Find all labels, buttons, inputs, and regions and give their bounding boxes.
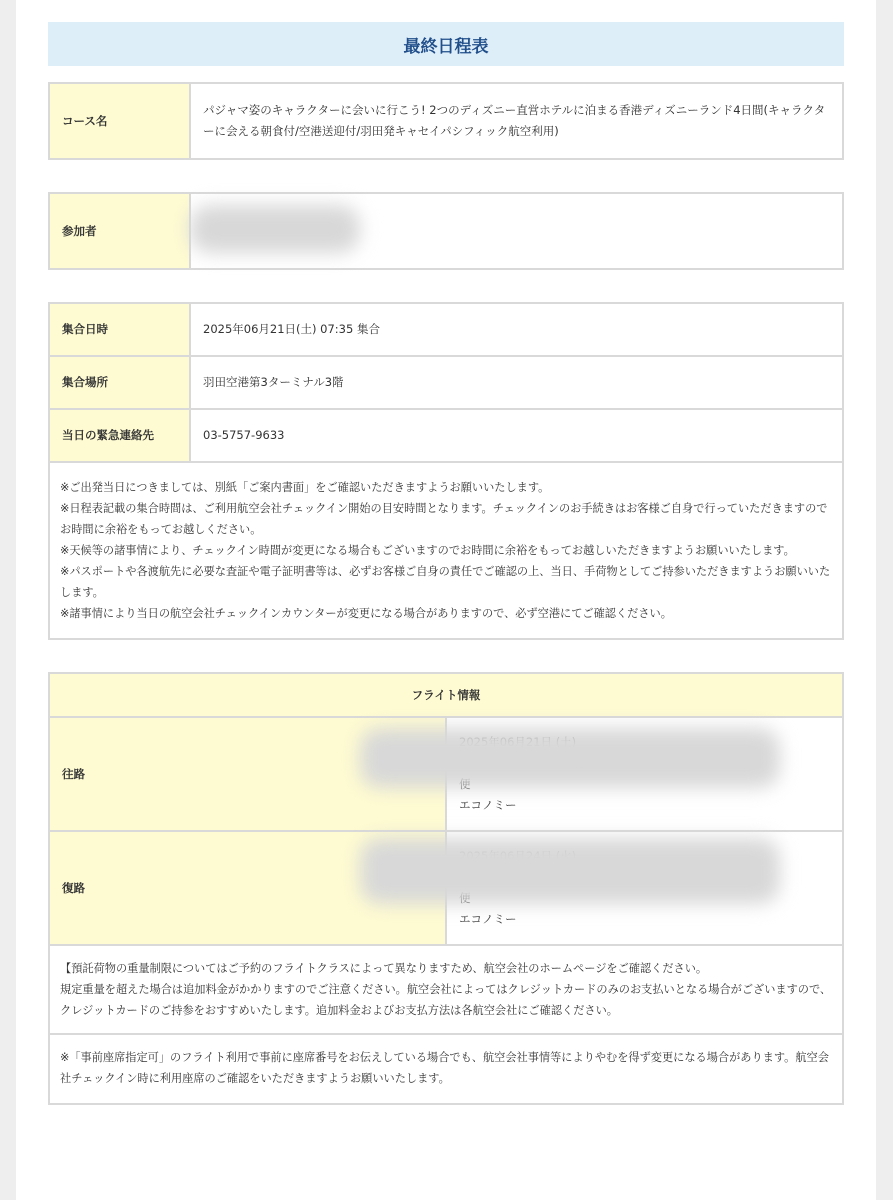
note-item: ※ご出発当日につきましては、別紙「ご案内書面」をご確認いただきますようお願いいたします。 bbox=[60, 481, 550, 494]
meeting-datetime-label: 集合日時 bbox=[49, 303, 190, 356]
participant-label: 参加者 bbox=[49, 193, 190, 269]
redaction-blur bbox=[360, 838, 780, 904]
baggage-note: 【預託荷物の重量制限についてはご予約のフライトクラスによって異なりますため、航空会社のホームページをご確認ください。 bbox=[60, 962, 708, 975]
note-item: ※パスポートや各渡航先に必要な査証や電子証明書等は、必ずお客様ご自身の責任でご確認の上、当日、手荷物としてご持参いただきますようお願いいたします。 bbox=[60, 565, 831, 599]
note-item: ※天候等の諸事情により、チェックイン時間が変更になる場合もございますのでお時間に余裕をもってお越しいただきますようお願いいたします。 bbox=[60, 544, 795, 557]
meeting-datetime-value: 2025年06月21日(土) 07:35 集合 bbox=[190, 303, 843, 356]
seat-note: ※「事前座席指定可」のフライト利用で事前に座席番号をお伝えしている場合でも、航空会社事情等によりやむを得ず変更になる場合があります。航空会社チェックイン時に利用座席のご確認をいただきますようお願いいたします。 bbox=[49, 1034, 843, 1104]
meeting-place-value: 羽田空港第3ターミナル3階 bbox=[190, 356, 843, 409]
redaction-blur bbox=[360, 728, 780, 788]
note-item: ※日程表記載の集合時間は、ご利用航空会社チェックイン開始の目安時間となります。チェックインのお手続きはお客様ご自身で行っていただきますのでお時間に余裕をもってお越しください。 bbox=[60, 502, 828, 536]
meeting-table bbox=[48, 302, 844, 640]
meeting-notes bbox=[49, 462, 843, 639]
outbound-label: 往路 bbox=[49, 717, 446, 831]
return-label: 復路 bbox=[49, 831, 446, 945]
course-table bbox=[48, 82, 844, 160]
return-class: エコノミー bbox=[459, 912, 517, 926]
emergency-contact-value: 03-5757-9633 bbox=[190, 409, 843, 462]
emergency-contact-label: 当日の緊急連絡先 bbox=[49, 409, 190, 462]
baggage-notes bbox=[49, 945, 843, 1034]
baggage-note: 規定重量を超えた場合は追加料金がかかりますのでご注意ください。航空会社によってはクレジットカードのみのお支払いとなる場合がございますので、クレジットカードのご持参をおすすめいたします。追加料金およびお支払方法は各航空会社にご確認ください。 bbox=[60, 983, 832, 1017]
outbound-class: エコノミー bbox=[459, 798, 517, 812]
page-title: 最終日程表 bbox=[403, 36, 489, 57]
note-item: ※諸事情により当日の航空会社チェックインカウンターが変更になる場合がありますので、必ず空港にてご確認ください。 bbox=[60, 607, 672, 620]
participant-table bbox=[48, 192, 844, 270]
title-bar bbox=[48, 22, 844, 66]
flight-info-header: フライト情報 bbox=[49, 673, 843, 717]
redaction-blur bbox=[190, 205, 360, 253]
course-label: コース名 bbox=[49, 83, 190, 159]
course-name: パジャマ姿のキャラクターに会いに行こう! 2つのディズニー直営ホテルに泊まる香港ディズニーランド4日間(キャラクターに会える朝食付/空港送迎付/羽田発キャセイパシフィック航空利用) bbox=[190, 83, 843, 159]
meeting-place-label: 集合場所 bbox=[49, 356, 190, 409]
